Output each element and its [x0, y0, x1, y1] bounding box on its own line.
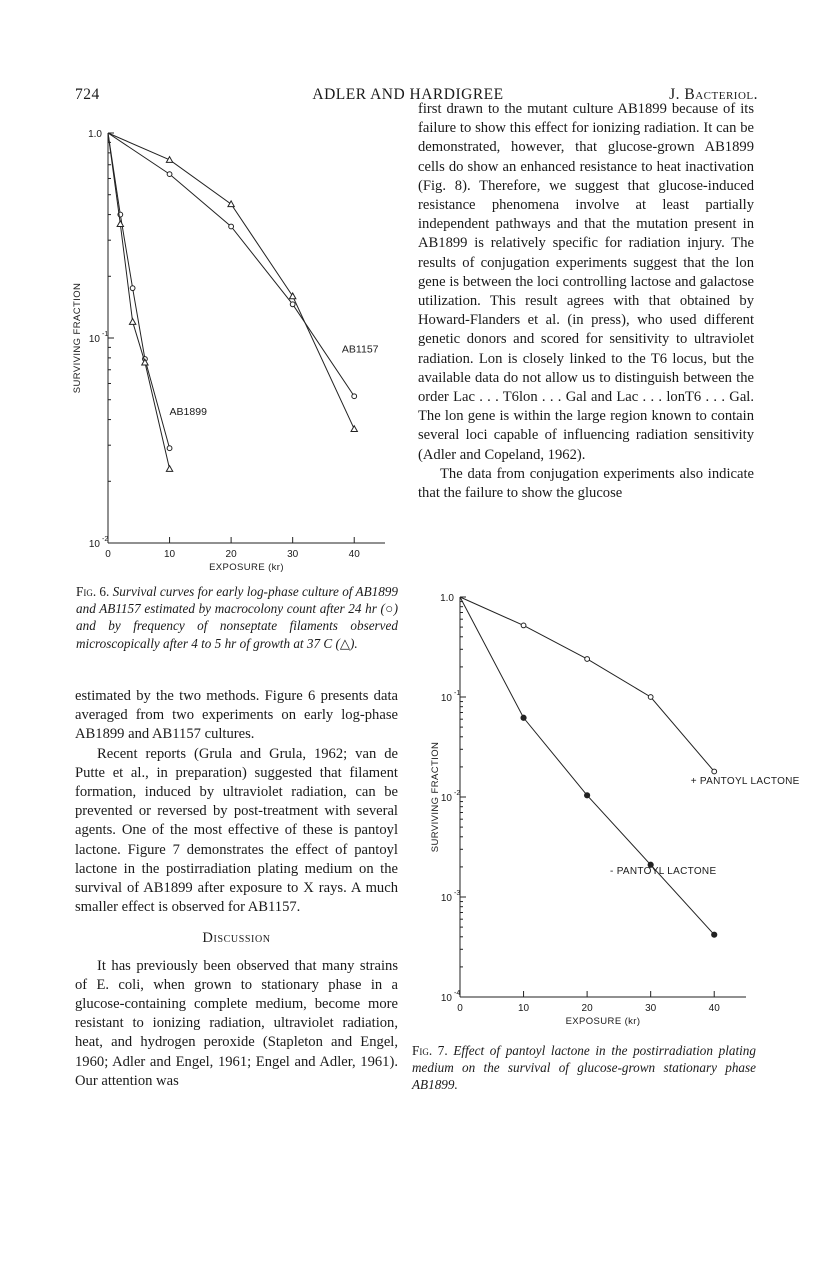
data-point-triangle	[351, 426, 357, 432]
series-label-plus: + PANTOYL LACTONE	[690, 775, 800, 787]
body-paragraph: It has previously been observed that many strains of E. coli, when grown to stationary phase in a glucose-containing complete medium, become more resistant to ionizing radiation, ultraviolet radiation, heat, and hydrogen peroxide (Stapleton and Engel, 1960; Adler and Engel, 1961; Engel and Adler, 1961). Our attention was	[75, 957, 398, 1089]
data-point-circle	[712, 769, 717, 774]
x-tick-label: 40	[708, 1003, 720, 1014]
y-tick-label: 10	[440, 693, 452, 704]
plot-area	[72, 129, 385, 573]
right-column-text	[418, 100, 754, 503]
y-axis-label: SURVIVING FRACTION	[430, 741, 441, 853]
figure-7-caption-text: Effect of pantoyl lactone in the postirradiation plating medium on the survival of glucose-grown stationary phase AB1899.	[412, 1043, 756, 1093]
data-point-triangle	[166, 157, 172, 163]
curve-label: AB1157	[341, 343, 379, 356]
plot-area	[430, 593, 800, 1027]
series-label-minus: - PANTOYL LACTONE	[609, 865, 717, 877]
y-tick-exponent: -4	[454, 990, 461, 997]
body-paragraph: estimated by the two methods. Figure 6 presents data averaged from two experiments on early log-phase AB1899 and AB1157 cultures.	[75, 688, 398, 743]
body-paragraph: The data from conjugation experiments also indicate that the failure to show the glucose	[418, 465, 754, 502]
data-point-filled	[712, 932, 717, 937]
figure-7-chart	[410, 585, 800, 1040]
data-point-circle	[585, 657, 590, 662]
data-point-circle	[648, 695, 653, 700]
figure-6-label: Fig. 6.	[76, 584, 110, 599]
data-point-filled	[585, 793, 590, 798]
body-paragraph: Recent reports (Grula and Grula, 1962; van de Putte et al., in preparation) suggested that filament formation, induced by ultraviolet radiation, can be prevented or reversed by post-treatment with several agents. One of the most effective of these is pantoyl lactone. Figure 7 demonstrates the effect of pantoyl lactone in the postirradiation plating medium on the survival of AB1899 after exposure to X rays. A much smaller effect is observed for AB1157.	[75, 745, 398, 916]
data-point-circle	[352, 394, 357, 399]
data-point-triangle	[228, 201, 234, 207]
data-point-circle	[167, 446, 172, 451]
data-point-circle	[130, 286, 135, 291]
data-point-circle	[167, 172, 172, 177]
x-tick-label: 10	[517, 1003, 530, 1014]
x-tick-label: 20	[581, 1003, 593, 1014]
y-tick-label: 1.0	[440, 593, 454, 604]
data-point-circle	[229, 224, 234, 229]
x-tick-label: 40	[348, 549, 360, 560]
y-tick-label: 1.0	[88, 129, 102, 140]
figure-6-caption-text: Survival curves for early log-phase culture of AB1899 and AB1157 estimated by macrocolony count after 24 hr (○) and by frequency of nonseptate filaments observed microscopically after 4 to 5 hr of growth at 37 C (△).	[76, 584, 398, 651]
data-point-filled	[521, 715, 526, 720]
series-line	[108, 133, 170, 448]
y-tick-label: 10	[88, 539, 100, 550]
data-point-triangle	[289, 293, 295, 299]
y-tick-exponent: -1	[454, 690, 461, 697]
x-axis-label: EXPOSURE (kr)	[209, 562, 284, 573]
x-tick-label: 30	[287, 549, 299, 560]
x-tick-label: 0	[105, 549, 111, 560]
y-tick-label: 10	[88, 334, 100, 345]
figure-7-caption	[412, 1042, 756, 1094]
running-header-journal: J. Bacteriol.	[669, 86, 758, 103]
x-tick-label: 0	[457, 1003, 463, 1014]
x-tick-label: 10	[163, 549, 176, 560]
figure-6-chart	[60, 115, 400, 580]
figure-7-label: Fig. 7.	[412, 1043, 448, 1058]
y-axis-label: SURVIVING FRACTION	[72, 282, 83, 394]
figure-6-caption	[76, 583, 398, 652]
body-paragraph: first drawn to the mutant culture AB1899 because of its failure to show this effect for ionizing radiation. It can be demonstrated, however, that glucose-grown AB1899 cells do show an enhanced resistance to heat inactivation (Fig. 8). Therefore, we suggest that glucose-induced resistance phenomena involve at least partially independent pathways and that the mutation present in AB1899 is relatively specific for radiation injury. The results of conjugation experiments suggest that the lon gene is between the loci controlling lactose and galactose utilization. This result agrees with that obtained by Howard-Flanders et al. (in press), who used different genetic donors and scored for sensitivity to ultraviolet radiation. Lon is closely linked to the T6 locus, but the available data do not allow us to distinguish between the order Lac . . . T6lon . . . Gal and Lac . . . lonT6 . . . Gal. The lon gene is within the large region known to contain several loci capable of influencing radiation sensitivity (Adler and Copeland, 1962).	[418, 101, 754, 463]
y-tick-label: 10	[440, 993, 452, 1004]
data-point-circle	[521, 623, 526, 628]
x-axis-label: EXPOSURE (kr)	[565, 1016, 641, 1027]
page-number: 724	[75, 86, 100, 103]
y-tick-exponent: -1	[102, 331, 109, 338]
data-point-circle	[290, 302, 295, 307]
data-point-triangle	[166, 466, 172, 472]
y-tick-exponent: -2	[454, 790, 461, 797]
x-tick-label: 30	[645, 1003, 657, 1014]
section-heading-discussion: Discussion	[202, 930, 271, 947]
y-tick-exponent: -2	[102, 536, 109, 543]
x-tick-label: 20	[225, 549, 237, 560]
curve-label: AB1899	[169, 406, 207, 419]
left-column-text	[75, 687, 398, 1091]
y-tick-label: 10	[440, 893, 452, 904]
running-header-authors: ADLER AND HARDIGREE	[312, 86, 504, 103]
series-line	[108, 133, 354, 429]
data-point-triangle	[117, 221, 123, 227]
series-line	[460, 597, 717, 935]
data-point-triangle	[129, 319, 135, 325]
y-tick-exponent: -3	[454, 890, 461, 897]
y-tick-label: 10	[440, 793, 452, 804]
series-line	[108, 133, 170, 469]
series-line	[460, 597, 714, 771]
